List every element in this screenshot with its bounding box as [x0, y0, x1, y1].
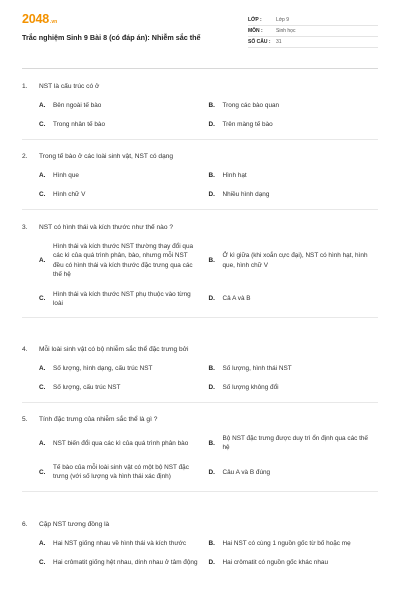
- answer-option[interactable]: [39, 190, 209, 199]
- answer-option[interactable]: [39, 558, 209, 567]
- option-text: Hình chữ V: [53, 191, 86, 199]
- option-text: Hai crômatit có nguồn gốc khác nhau: [222, 559, 329, 567]
- option-text: Hình thái và kích thước NST phụ thuộc vào từng loài: [53, 290, 191, 308]
- answer-option[interactable]: [39, 101, 209, 110]
- option-text: Hai crômatit giống hệt nhau, dính nhau ở tâm động: [53, 559, 198, 567]
- answer-option[interactable]: [39, 434, 209, 453]
- answer-option[interactable]: [209, 101, 379, 110]
- question-item: [22, 223, 378, 318]
- logo-text: 2048: [22, 12, 50, 26]
- answer-option[interactable]: [209, 539, 379, 548]
- meta-label: LỚP :: [248, 17, 262, 23]
- question-label: Cặp NST tương đồng là: [39, 521, 110, 528]
- question-text: [22, 82, 378, 91]
- question-item: [22, 415, 378, 492]
- option-text: Cả A và B: [222, 295, 251, 303]
- question-text: [22, 152, 378, 161]
- answer-option[interactable]: [209, 120, 379, 129]
- meta-value: Lớp 9: [276, 17, 290, 23]
- option-text: Bộ NST đặc trưng được duy trì ổn định qua các thế hệ: [222, 435, 368, 452]
- question-divider: [22, 139, 378, 140]
- question-divider: [22, 317, 378, 318]
- option-letter: B.: [208, 102, 215, 109]
- option-letter: C.: [39, 468, 46, 476]
- option-letter: A.: [39, 257, 46, 265]
- option-letter: D.: [208, 559, 215, 567]
- meta-row: [248, 37, 378, 48]
- options: [39, 434, 378, 482]
- option-letter: A.: [39, 540, 46, 547]
- answer-option[interactable]: [39, 242, 209, 280]
- question-label: NST có hình thái và kích thước như thế nào ?: [39, 224, 173, 231]
- question-divider: [22, 209, 378, 210]
- option-letter: D.: [208, 295, 215, 303]
- option-text: Hình que: [53, 172, 79, 179]
- option-text: Tế bào của mỗi loài sinh vật có một bộ NST đặc trưng (với số lượng và hình thái xác định): [53, 463, 189, 481]
- logo[interactable]: [22, 12, 201, 26]
- answer-option[interactable]: [39, 364, 209, 373]
- options: [39, 242, 378, 308]
- meta-value: Sinh học: [276, 28, 296, 34]
- answer-option[interactable]: [209, 558, 379, 567]
- question-label: NST là cấu trúc có ở: [39, 83, 100, 90]
- question-text: [22, 520, 378, 529]
- option-text: Hình hạt: [222, 172, 247, 179]
- answer-option[interactable]: [209, 190, 379, 199]
- option-letter: A.: [39, 365, 46, 372]
- option-text: Trong nhân tế bào: [53, 121, 105, 129]
- question-number: 2.: [22, 153, 28, 160]
- option-letter: B.: [208, 540, 215, 547]
- question-number: 1.: [22, 83, 28, 90]
- question-label: Trong tế bào ở các loài sinh vật, NST có dạng: [39, 153, 174, 160]
- option-text: Hình thái và kích thước NST thường thay đổi qua các kì của quá trình phân, bào, nhưng mỗi NST đều có hình thái và kích thước đặc trưng qua các thế hệ: [53, 243, 194, 279]
- header: [22, 0, 378, 66]
- option-letter: D.: [208, 191, 215, 199]
- option-letter: D.: [208, 384, 215, 392]
- answer-option[interactable]: [39, 383, 209, 392]
- question-item: [22, 152, 378, 210]
- answer-option[interactable]: [39, 539, 209, 548]
- option-text: Trên màng tế bào: [222, 121, 273, 129]
- option-text: Số lượng, hình dạng, cấu trúc NST: [53, 365, 153, 372]
- option-letter: B.: [208, 439, 215, 447]
- logo-suffix: .vn: [50, 19, 58, 25]
- answer-option[interactable]: [209, 463, 379, 482]
- question-number: 4.: [22, 346, 28, 353]
- meta-label: MÔN :: [248, 28, 263, 34]
- answer-option[interactable]: [39, 120, 209, 129]
- question-text: [22, 415, 378, 424]
- question-number: 3.: [22, 224, 28, 231]
- question-divider: [22, 402, 378, 403]
- answer-option[interactable]: [39, 290, 209, 309]
- option-text: Câu A và B đúng: [222, 468, 271, 476]
- question-item: [22, 345, 378, 403]
- answer-option[interactable]: [209, 290, 379, 309]
- option-letter: C.: [39, 295, 46, 303]
- question-item: [22, 520, 378, 568]
- question-label: Mỗi loài sinh vật có bộ nhiễm sắc thể đặc trưng bởi: [39, 346, 189, 353]
- option-letter: A.: [39, 439, 46, 447]
- options: [39, 101, 378, 130]
- answer-option[interactable]: [209, 171, 379, 180]
- option-letter: C.: [39, 121, 46, 129]
- option-letter: A.: [39, 172, 46, 179]
- option-text: Hai NST có cùng 1 nguồn gốc từ bố hoặc mẹ: [222, 540, 351, 547]
- question-number: 5.: [22, 416, 28, 423]
- option-letter: B.: [208, 257, 215, 265]
- option-text: Hai NST giống nhau về hình thái và kích thước: [53, 540, 187, 547]
- options: [39, 171, 378, 200]
- option-text: Số lượng không đổi: [222, 384, 279, 392]
- option-letter: B.: [208, 172, 215, 179]
- option-text: Ở kì giữa (khi xoắn cực đại), NST có hình hạt, hình que, hình chữ V: [222, 252, 368, 269]
- answer-option[interactable]: [39, 463, 209, 482]
- question-text: [22, 223, 378, 232]
- option-text: Bên ngoài tế bào: [53, 102, 102, 109]
- meta-value: 31: [276, 39, 282, 45]
- option-letter: C.: [39, 559, 46, 567]
- question-number: 6.: [22, 521, 28, 528]
- option-letter: B.: [208, 365, 215, 372]
- answer-option[interactable]: [209, 434, 379, 453]
- meta-label: SỐ CÂU :: [248, 39, 271, 45]
- question-divider: [22, 491, 378, 492]
- options: [39, 364, 378, 393]
- title-block: [22, 12, 201, 66]
- option-letter: D.: [208, 468, 215, 476]
- options: [39, 539, 378, 568]
- meta-row: [248, 15, 378, 26]
- option-text: Nhiều hình dạng: [222, 191, 270, 199]
- question-label: Tính đặc trưng của nhiễm sắc thể là gì ?: [39, 416, 158, 423]
- option-letter: A.: [39, 102, 46, 109]
- option-text: NST biến đổi qua các kì của quá trình phân bào: [53, 439, 189, 447]
- header-divider: [22, 68, 378, 69]
- meta-table: [248, 15, 378, 66]
- question-text: [22, 345, 378, 354]
- option-letter: D.: [208, 121, 215, 129]
- option-text: Số lượng, cấu trúc NST: [53, 384, 121, 392]
- question-item: [22, 82, 378, 140]
- option-text: Số lượng, hình thái NST: [222, 365, 292, 372]
- option-letter: C.: [39, 191, 46, 199]
- answer-option[interactable]: [39, 171, 209, 180]
- option-text: Trong các bào quan: [222, 102, 280, 109]
- answer-option[interactable]: [209, 383, 379, 392]
- answer-option[interactable]: [209, 242, 379, 280]
- page-title: Trắc nghiệm Sinh 9 Bài 8 (có đáp án): Nhiễm sắc thể: [22, 33, 201, 42]
- answer-option[interactable]: [209, 364, 379, 373]
- meta-row: [248, 26, 378, 37]
- option-letter: C.: [39, 384, 46, 392]
